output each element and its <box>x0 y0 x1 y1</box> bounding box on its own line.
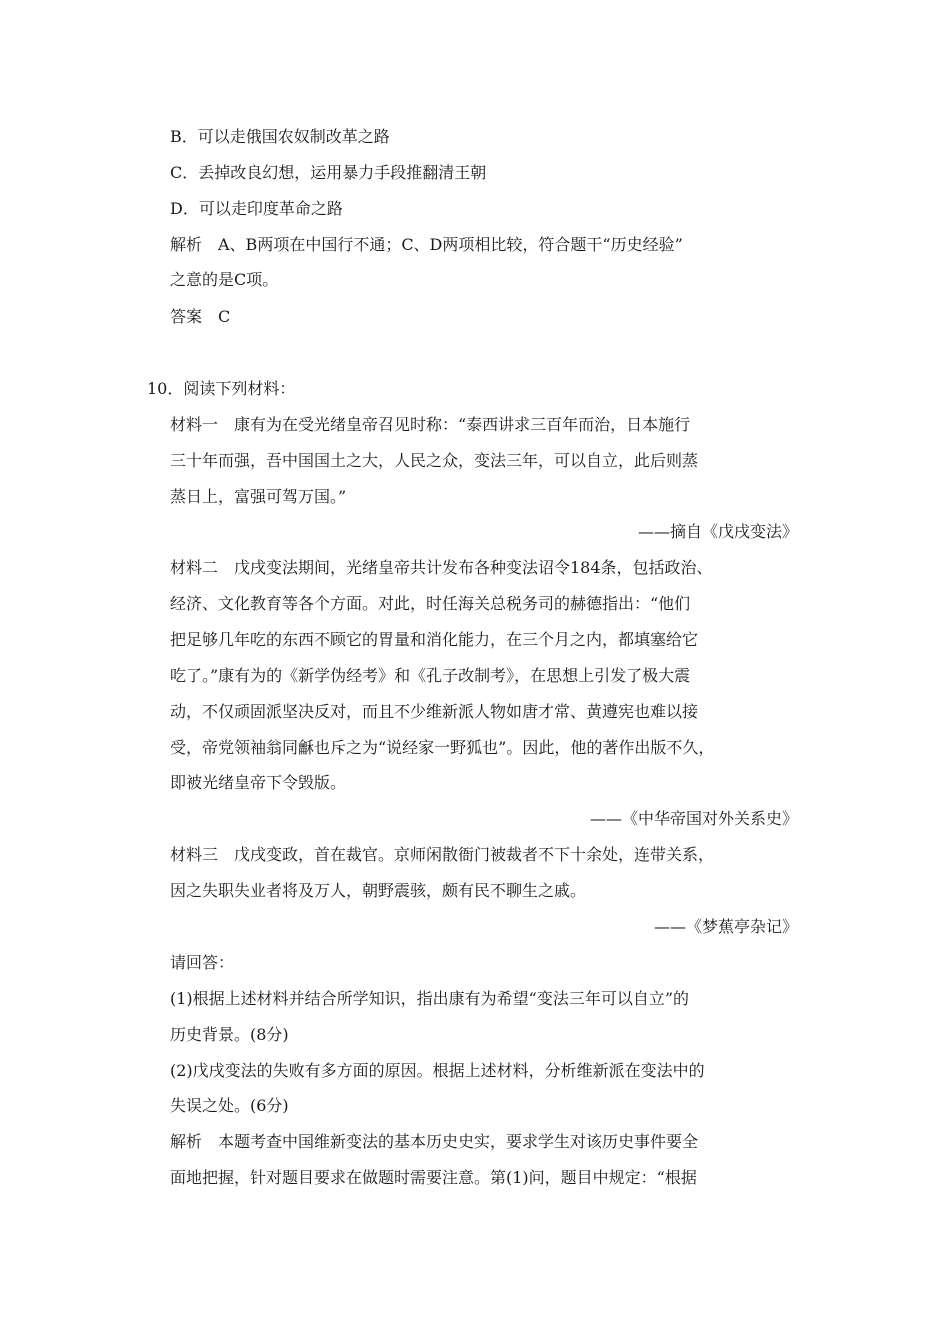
material2-line: 把足够几年吃的东西不顾它的胃量和消化能力，在三个月之内，都填塞给它 <box>170 630 699 649</box>
material3-source: ——《梦蕉亭杂记》 <box>653 917 798 936</box>
material2-line: 经济、文化教育等各个方面。对此，时任海关总税务司的赫德指出：“他们 <box>170 594 691 613</box>
material2-line: 受，帝党领袖翁同龢也斥之为“说经家一野狐也”。因此，他的著作出版不久， <box>170 738 715 757</box>
material2-line: 动，不仅顽固派坚决反对，而且不少维新派人物如唐才常、黄遵宪也难以接 <box>170 702 699 721</box>
analysis-line: 面地把握，针对题目要求在做题时需要注意。第(1)问，题目中规定：“根据 <box>170 1168 697 1187</box>
material1-line: 蒸日上，富强可驾万国。” <box>170 487 347 506</box>
material2-line: 吃了。”康有为的《新学伪经考》和《孔子改制考》，在思想上引发了极大震 <box>170 666 691 685</box>
material2-line: 即被光绪皇帝下令毁版。 <box>170 773 347 792</box>
material3-line: 材料三 戊戌变政，首在裁官。京师闲散衙门被裁者不下十余处，连带关系， <box>170 845 715 864</box>
option-b: B．可以走俄国农奴制改革之路 <box>170 127 390 146</box>
option-d: D．可以走印度革命之路 <box>170 199 343 218</box>
sub-question-2: (2)戊戌变法的失败有多方面的原因。根据上述材料，分析维新派在变法中的 <box>170 1061 705 1080</box>
material3-line: 因之失职失业者将及万人，朝野震骇，颇有民不聊生之戚。 <box>170 881 587 900</box>
question-heading: 10．阅读下列材料： <box>147 379 296 398</box>
sub-question-2: 失误之处。(6分) <box>170 1096 289 1115</box>
analysis-line: 之意的是C项。 <box>170 270 279 289</box>
material1-line: 三十年而强，吾中国国土之大，人民之众，变法三年，可以自立，此后则蒸 <box>170 451 699 470</box>
option-c: C．丢掉改良幻想，运用暴力手段推翻清王朝 <box>170 163 487 182</box>
sub-question-1: 历史背景。(8分) <box>170 1025 289 1044</box>
material2-line: 材料二 戊戌变法期间，光绪皇帝共计发布各种变法诏令184条，包括政治、 <box>170 558 713 577</box>
analysis-line: 解析 本题考查中国维新变法的基本历史史实，要求学生对该历史事件要全 <box>170 1132 699 1151</box>
analysis-line: 解析 A、B两项在中国行不通；C、D两项相比较，符合题干“历史经验” <box>170 235 683 254</box>
material2-source: ——《中华帝国对外关系史》 <box>589 809 798 828</box>
prompt: 请回答： <box>170 953 235 972</box>
sub-question-1: (1)根据上述材料并结合所学知识，指出康有为希望“变法三年可以自立”的 <box>170 989 690 1008</box>
answer: 答案 C <box>170 307 231 326</box>
material1-line: 材料一 康有为在受光绪皇帝召见时称：“泰西讲求三百年而治，日本施行 <box>170 415 691 434</box>
material1-source: ——摘自《戊戌变法》 <box>637 522 798 541</box>
